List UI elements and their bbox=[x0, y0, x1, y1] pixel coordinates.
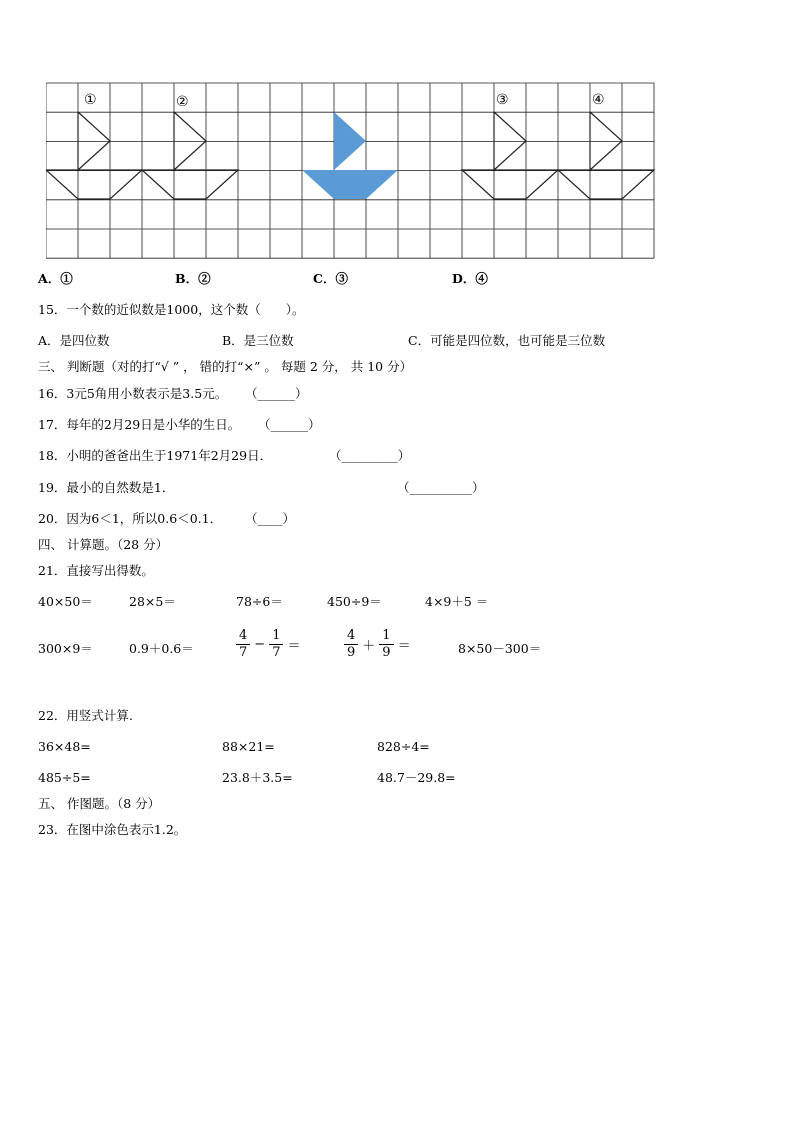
figure-label-1: ① bbox=[84, 92, 97, 108]
fraction-c-denominator: 9 bbox=[347, 645, 356, 660]
q14-option-d[interactable]: D．④ bbox=[452, 271, 488, 286]
minus-sign: − bbox=[254, 637, 266, 652]
fraction-b-numerator: 1 bbox=[269, 628, 283, 645]
equals-sign: ＝ bbox=[397, 639, 411, 654]
figure-label-2: ② bbox=[176, 94, 189, 110]
q21-item-10: 8×50－300＝ bbox=[458, 641, 542, 656]
q22-item-4: 485÷5= bbox=[38, 770, 91, 785]
section-5-title: 五、 作图题。（8 分） bbox=[38, 796, 161, 811]
q21-item-8-fraction-expr bbox=[234, 628, 302, 661]
boat-reference-sail bbox=[334, 112, 366, 170]
fraction-d bbox=[379, 628, 393, 661]
fraction-c bbox=[344, 628, 358, 661]
q17-text: 17．每年的2月29日是小华的生日。 bbox=[38, 417, 241, 432]
fraction-d-denominator: 9 bbox=[382, 645, 391, 660]
q21-item-5: 4×9＋5 ＝ bbox=[425, 594, 489, 609]
q14-option-a[interactable]: A．① bbox=[38, 271, 73, 286]
q14-option-c[interactable]: C．③ bbox=[313, 271, 348, 286]
q15-stem: 15．一个数的近似数是1000，这个数（ ）。 bbox=[38, 302, 305, 317]
figure-label-3: ③ bbox=[496, 92, 509, 108]
q21-item-1: 40×50＝ bbox=[38, 594, 93, 609]
boat-4 bbox=[558, 112, 654, 199]
fraction-a bbox=[236, 628, 250, 661]
fraction-b bbox=[269, 628, 283, 661]
section-4-title: 四、 计算题。（28 分） bbox=[38, 537, 169, 552]
boat-1-hull bbox=[46, 170, 142, 199]
boat-reference-hull bbox=[302, 170, 398, 199]
plus-sign: ＋ bbox=[362, 639, 376, 654]
q21-item-7: 0.9＋0.6＝ bbox=[129, 641, 194, 656]
section-3-title: 三、 判断题（对的打“√ ” ， 错的打“×” 。 每题 2 分， 共 10 分） bbox=[38, 359, 413, 374]
q21-item-6: 300×9＝ bbox=[38, 641, 93, 656]
fraction-b-denominator: 7 bbox=[272, 645, 281, 660]
q21-item-4: 450÷9＝ bbox=[327, 594, 382, 609]
q21-item-9-fraction-expr bbox=[342, 628, 413, 661]
q17-answer-blank[interactable]: （______） bbox=[258, 417, 321, 432]
q18-text: 18．小明的爸爸出生于1971年2月29日． bbox=[38, 448, 273, 463]
fraction-c-numerator: 4 bbox=[344, 628, 358, 645]
q21-stem: 21．直接写出得数。 bbox=[38, 563, 154, 578]
boat-3 bbox=[462, 112, 558, 199]
boat-3-hull bbox=[462, 170, 558, 199]
q15-option-b[interactable]: B．是三位数 bbox=[222, 333, 294, 348]
boat-1 bbox=[46, 112, 142, 199]
q22-item-2: 88×21= bbox=[222, 739, 275, 754]
figure-label-4: ④ bbox=[592, 92, 605, 108]
q20-text: 20．因为6＜1，所以0.6＜0.1． bbox=[38, 511, 223, 526]
q19-answer-blank[interactable]: （__________） bbox=[397, 480, 485, 495]
q22-item-5: 23.8＋3.5= bbox=[222, 770, 293, 785]
q15-option-c[interactable]: C．可能是四位数，也可能是三位数 bbox=[408, 333, 606, 348]
q21-item-3: 78÷6＝ bbox=[236, 594, 283, 609]
q14-option-b[interactable]: B．② bbox=[175, 271, 211, 286]
q22-stem: 22．用竖式计算. bbox=[38, 708, 133, 723]
boat-2 bbox=[142, 112, 238, 199]
q16-text: 16．3元5角用小数表示是3.5元。 bbox=[38, 386, 228, 401]
q22-item-1: 36×48= bbox=[38, 739, 91, 754]
fraction-a-numerator: 4 bbox=[236, 628, 250, 645]
fraction-d-numerator: 1 bbox=[379, 628, 393, 645]
q21-item-2: 28×5＝ bbox=[129, 594, 176, 609]
q18-answer-blank[interactable]: （_________） bbox=[329, 448, 411, 463]
q15-option-a[interactable]: A．是四位数 bbox=[38, 333, 110, 348]
q16-answer-blank[interactable]: （______） bbox=[245, 386, 308, 401]
boat-grid-figure bbox=[46, 82, 656, 260]
boat-2-hull bbox=[142, 170, 238, 199]
q22-item-6: 48.7－29.8= bbox=[377, 770, 456, 785]
q19-text: 19．最小的自然数是1． bbox=[38, 480, 175, 495]
equals-sign: ＝ bbox=[287, 639, 301, 654]
q20-answer-blank[interactable]: （____） bbox=[245, 511, 296, 526]
fraction-a-denominator: 7 bbox=[239, 645, 248, 660]
boat-reference-colored bbox=[302, 112, 398, 199]
q23-text: 23．在图中涂色表示1.2。 bbox=[38, 822, 187, 837]
boat-4-hull bbox=[558, 170, 654, 199]
q22-item-3: 828÷4= bbox=[377, 739, 430, 754]
